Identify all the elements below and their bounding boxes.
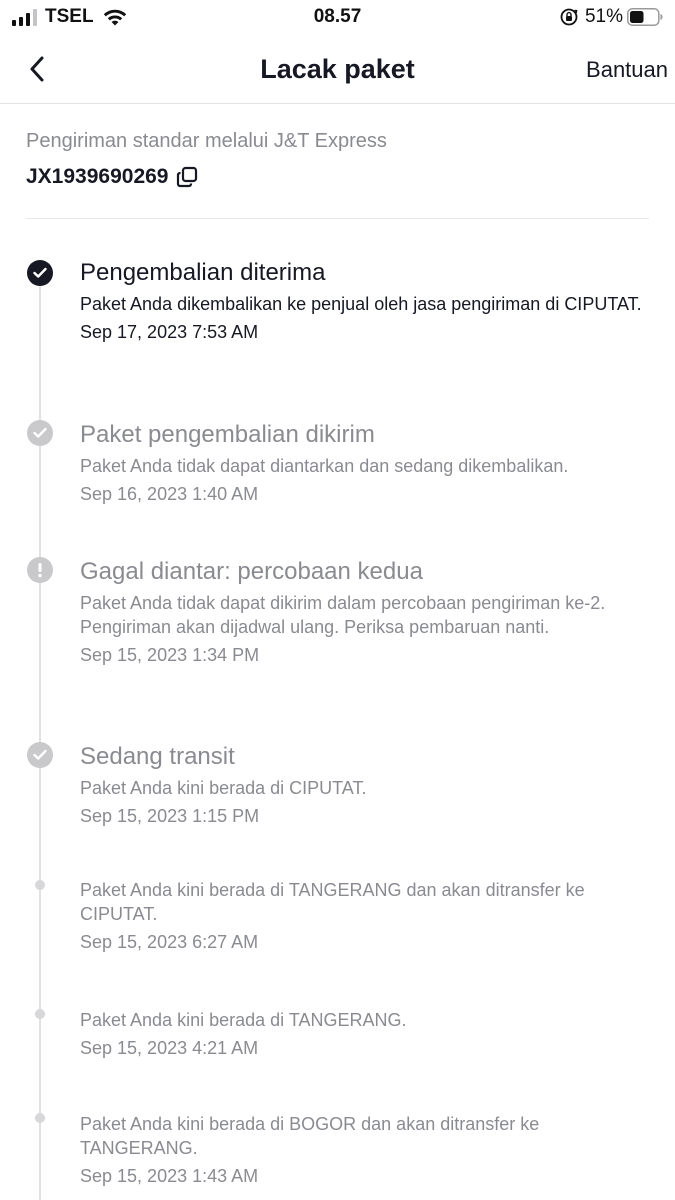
- event-description: Paket Anda kini berada di BOGOR dan akan ditransfer ke TANGERANG.: [80, 1114, 540, 1158]
- event-title: Sedang transit: [80, 743, 235, 770]
- event-description: Paket Anda kini berada di TANGERANG dan akan ditransfer ke CIPUTAT.: [80, 880, 585, 924]
- page-title: Lacak paket: [260, 54, 415, 84]
- dot-icon: [35, 880, 45, 890]
- battery-percentage: 51%: [584, 6, 623, 27]
- event-time: Sep 15, 2023 4:21 AM: [80, 1038, 259, 1058]
- event-description: Paket Anda kini berada di CIPUTAT.: [80, 778, 367, 798]
- event-time: Sep 15, 2023 1:43 AM: [80, 1166, 259, 1186]
- event-title: Paket pengembalian dikirim: [80, 421, 375, 448]
- shipping-method: Pengiriman standar melalui J&T Express: [26, 130, 387, 152]
- exclamation-icon: [27, 557, 53, 583]
- event-description: Paket Anda kini berada di TANGERANG.: [80, 1010, 407, 1030]
- check-icon: [27, 420, 53, 446]
- dot-icon: [35, 1113, 45, 1123]
- event-time: Sep 15, 2023 1:15 PM: [80, 806, 260, 826]
- carrier-label: TSEL: [45, 6, 94, 27]
- status-bar-time: 08.57: [313, 6, 362, 27]
- event-time: Sep 17, 2023 7:53 AM: [80, 322, 259, 342]
- tracking-number: JX1939690269: [26, 165, 169, 188]
- event-time: Sep 15, 2023 1:34 PM: [80, 645, 260, 665]
- event-description: Paket Anda dikembalikan ke penjual oleh jasa pengiriman di CIPUTAT.: [80, 294, 642, 314]
- event-title: Gagal diantar: percobaan kedua: [80, 558, 423, 585]
- check-icon: [27, 742, 53, 768]
- event-time: Sep 15, 2023 6:27 AM: [80, 932, 259, 952]
- help-button[interactable]: Bantuan: [586, 57, 668, 82]
- event-description: Paket Anda tidak dapat dikirim dalam percobaan pengiriman ke-2. Pengiriman akan dijadwal ulang. Periksa pembaruan nanti.: [80, 593, 606, 637]
- event-title: Pengembalian diterima: [80, 259, 326, 286]
- event-time: Sep 16, 2023 1:40 AM: [80, 484, 259, 504]
- check-icon: [27, 260, 53, 286]
- dot-icon: [35, 1009, 45, 1019]
- event-description: Paket Anda tidak dapat diantarkan dan sedang dikembalikan.: [80, 456, 569, 476]
